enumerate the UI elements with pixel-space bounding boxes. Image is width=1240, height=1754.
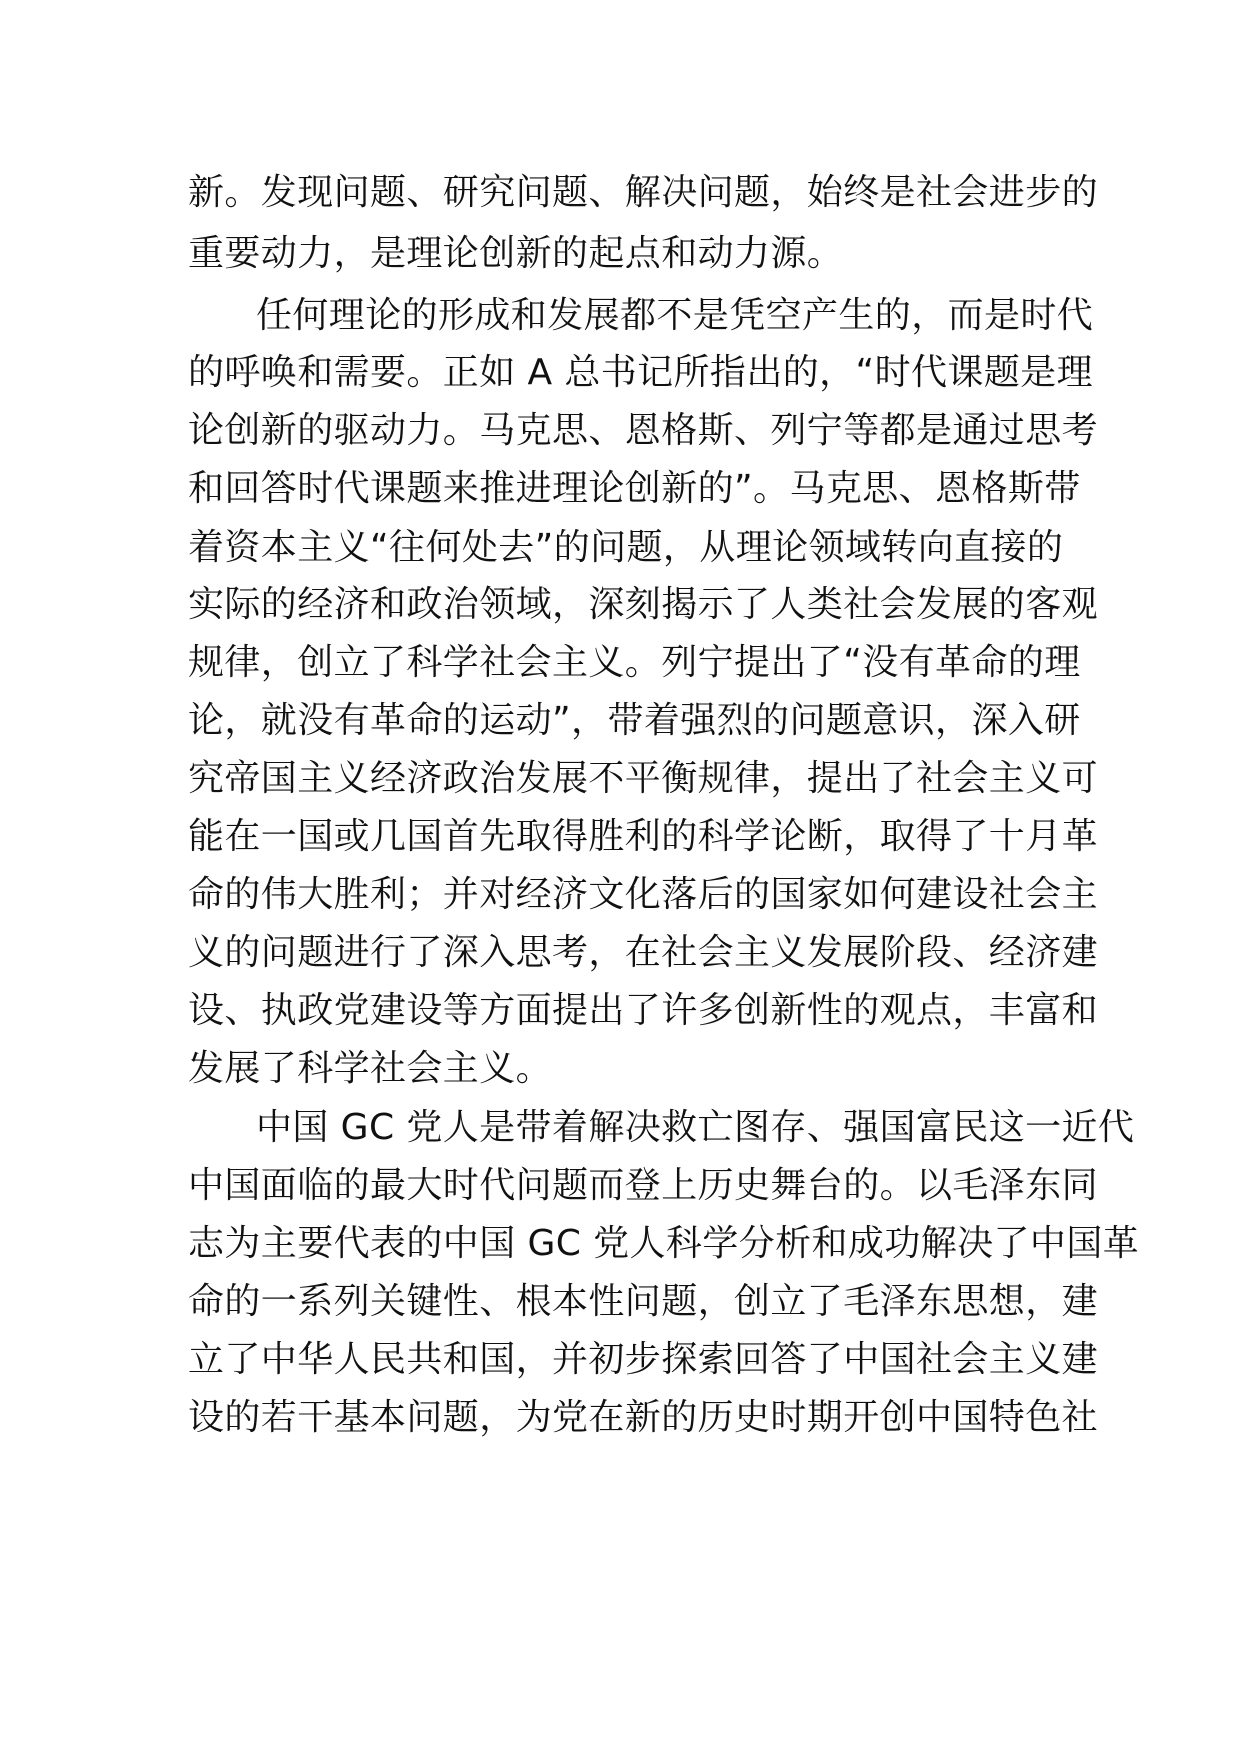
text-line: 义的问题进行了深入思考，在社会主义发展阶段、经济建 bbox=[188, 932, 1099, 973]
text-line: 新。发现问题、研究问题、解决问题，始终是社会进步的 bbox=[188, 172, 1099, 213]
text-line: 究帝国主义经济政治发展不平衡规律，提出了社会主义可 bbox=[188, 758, 1099, 799]
text-line: 和回答时代课题来推进理论创新的”。马克思、恩格斯带 bbox=[188, 468, 1081, 509]
text-line: 设、执政党建设等方面提出了许多创新性的观点，丰富和 bbox=[188, 990, 1099, 1031]
text-line: 能在一国或几国首先取得胜利的科学论断，取得了十月革 bbox=[188, 816, 1099, 857]
text-line: 立了中华人民共和国，并初步探索回答了中国社会主义建 bbox=[188, 1339, 1099, 1380]
text-line: 命的一系列关键性、根本性问题，创立了毛泽东思想，建 bbox=[188, 1281, 1099, 1322]
text-line: 论创新的驱动力。马克思、恩格斯、列宁等都是通过思考 bbox=[188, 410, 1099, 451]
text-line: 的呼唤和需要。正如 A 总书记所指出的，“时代课题是理 bbox=[188, 352, 1093, 393]
text-line: 发展了科学社会主义。 bbox=[188, 1048, 553, 1089]
text-line: 规律，创立了科学社会主义。列宁提出了“没有革命的理 bbox=[188, 642, 1081, 683]
text-line: 志为主要代表的中国 GC 党人科学分析和成功解决了中国革 bbox=[188, 1223, 1140, 1264]
text-line: 实际的经济和政治领域，深刻揭示了人类社会发展的客观 bbox=[188, 584, 1099, 625]
text-line: 重要动力，是理论创新的起点和动力源。 bbox=[188, 233, 844, 274]
text-line: 中国面临的最大时代问题而登上历史舞台的。以毛泽东同 bbox=[188, 1165, 1099, 1206]
paragraph-start-line: 中国 GC 党人是带着解决救亡图存、强国富民这一近代 bbox=[256, 1107, 1135, 1148]
text-line: 设的若干基本问题，为党在新的历史时期开创中国特色社 bbox=[188, 1397, 1099, 1438]
paragraph-start-line: 任何理论的形成和发展都不是凭空产生的，而是时代 bbox=[256, 295, 1094, 336]
text-line: 着资本主义“往何处去”的问题，从理论领域转向直接的 bbox=[188, 527, 1064, 568]
text-line: 命的伟大胜利；并对经济文化落后的国家如何建设社会主 bbox=[188, 874, 1099, 915]
text-line: 论，就没有革命的运动”，带着强烈的问题意识，深入研 bbox=[188, 700, 1081, 741]
